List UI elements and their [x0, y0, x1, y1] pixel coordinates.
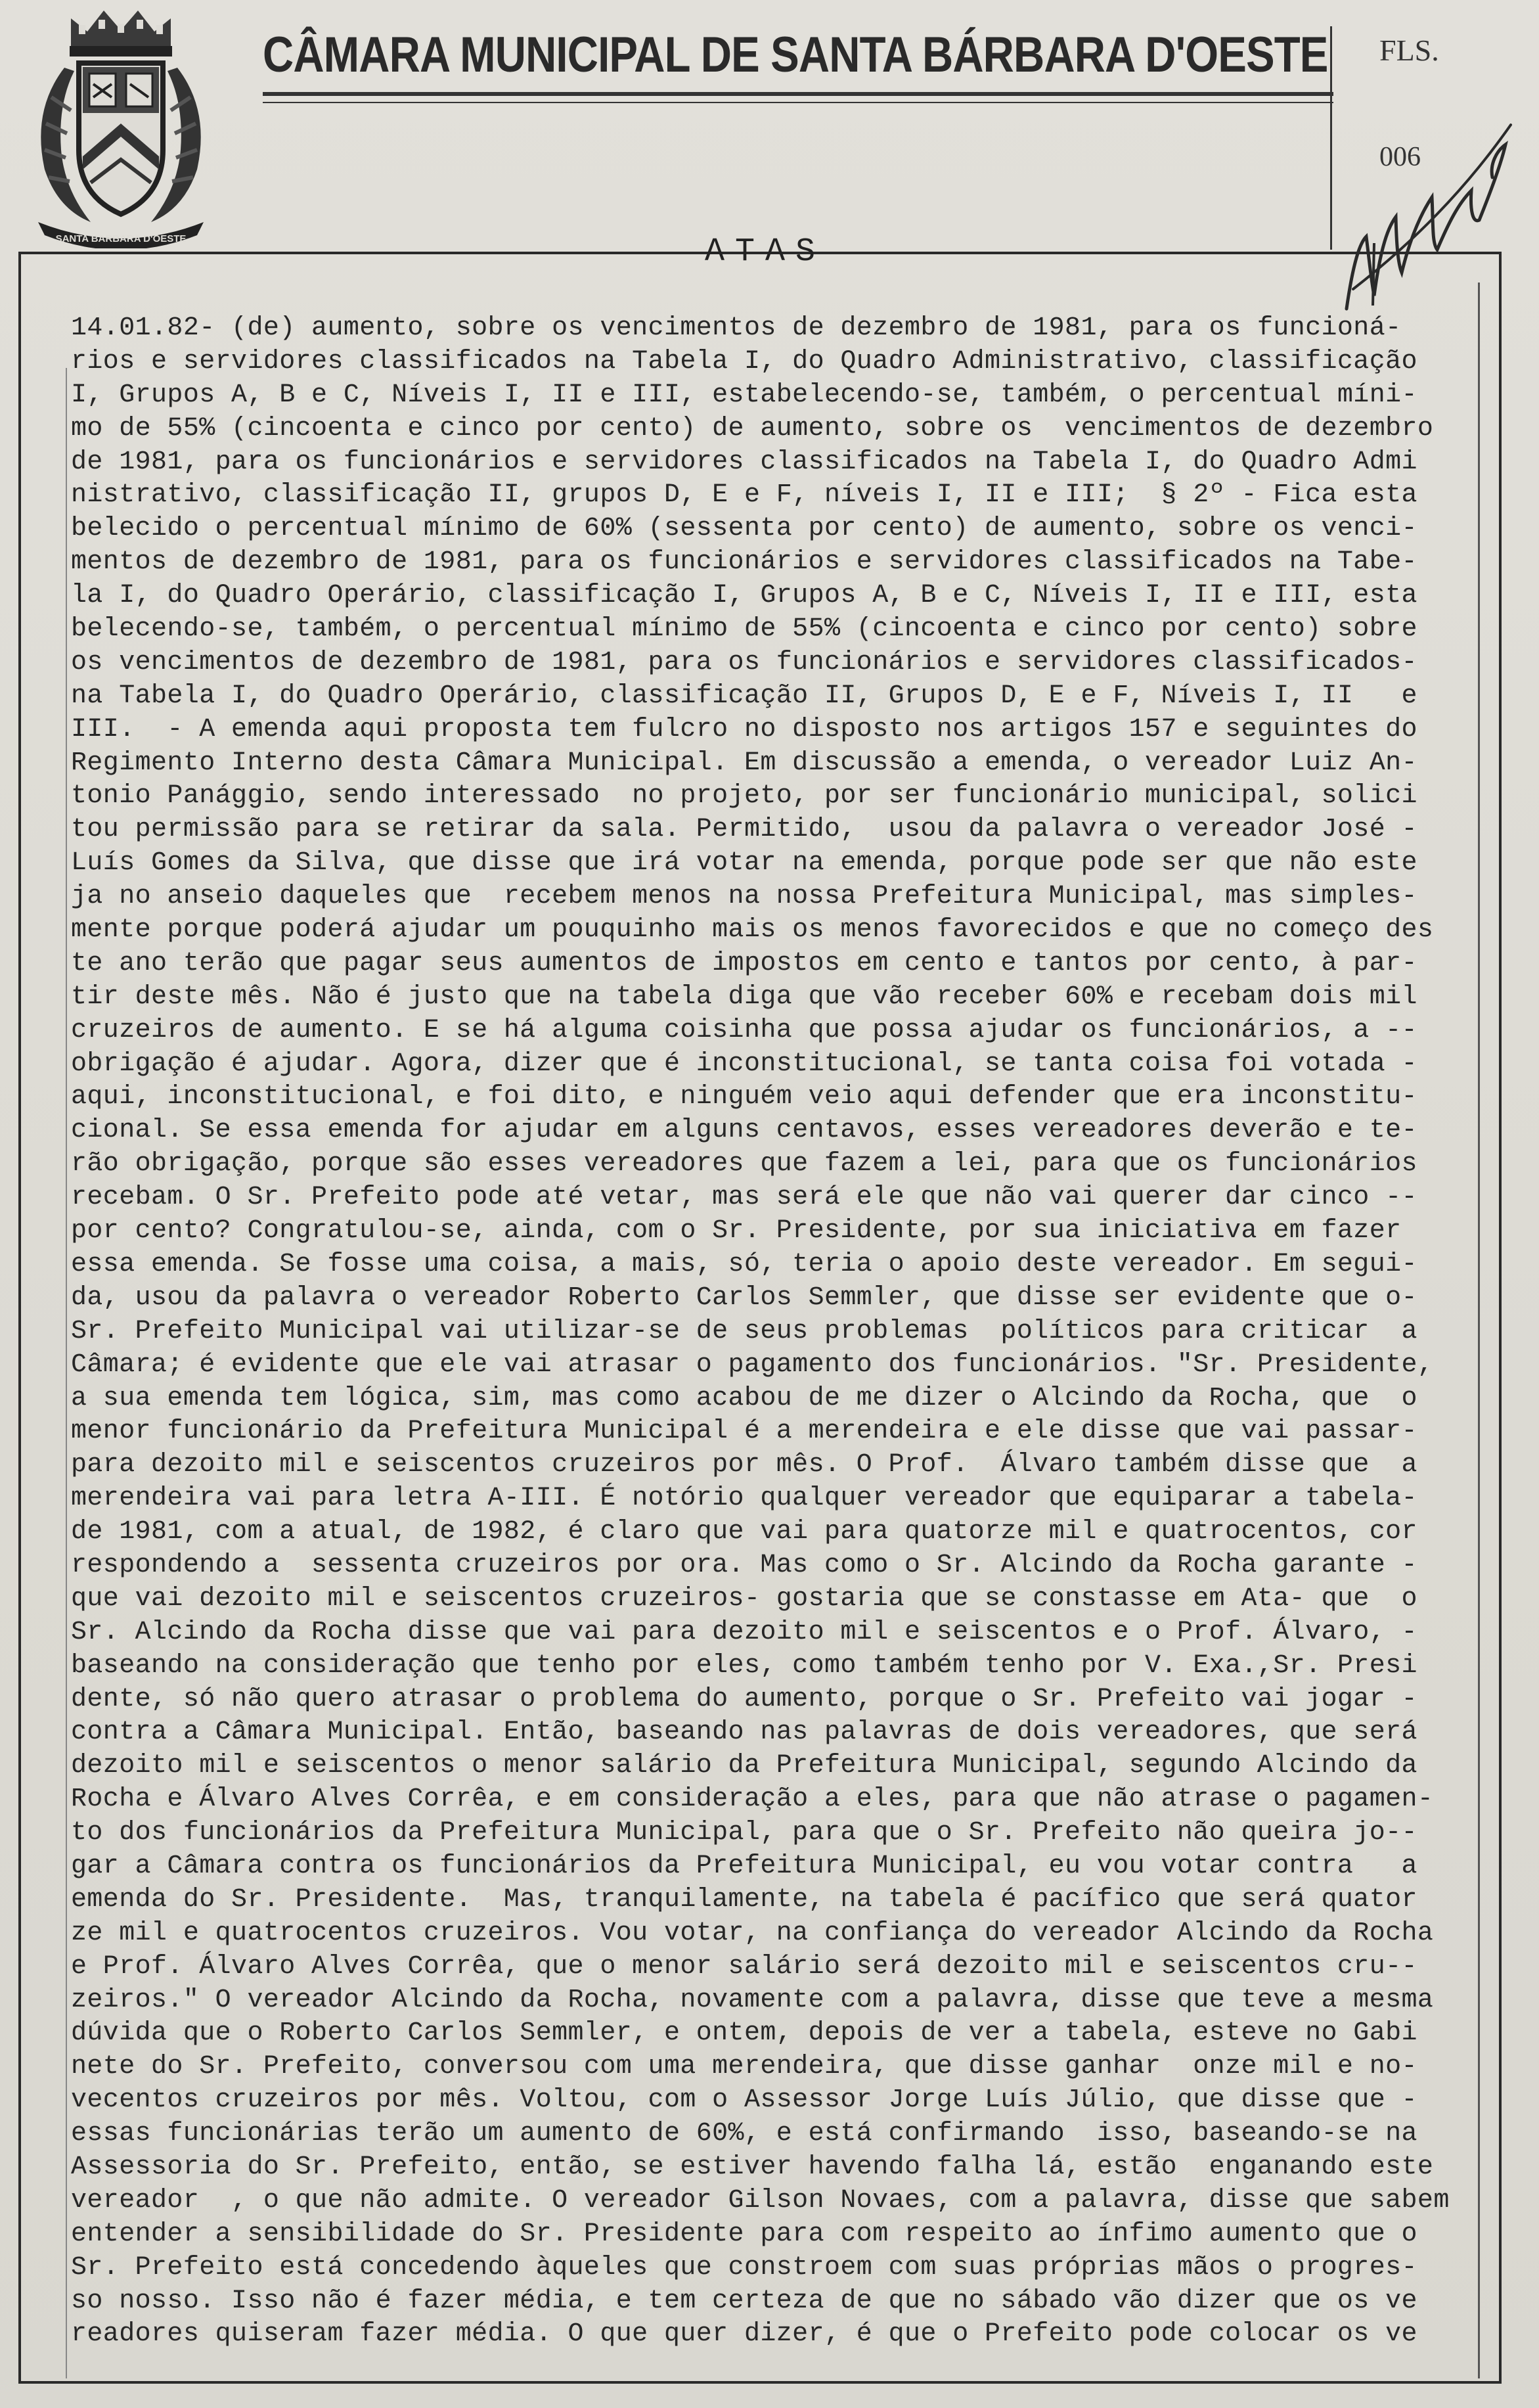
text-line: nete do Sr. Prefeito, conversou com uma merendeira, que disse ganhar onze mil e no-	[71, 2052, 1417, 2082]
text-line: Luís Gomes da Silva, que disse que irá votar na emenda, porque pode ser que não este	[71, 848, 1417, 878]
text-line: Câmara; é evidente que ele vai atrasar o pagamento dos funcionários. "Sr. Presidente,	[71, 1350, 1434, 1380]
folio-number: 006	[1379, 142, 1421, 172]
text-line: essas funcionárias terão um aumento de 60%, e está confirmando isso, baseando-se na	[71, 2119, 1417, 2149]
text-line: entender a sensibilidade do Sr. Presidente para com respeito ao ínfimo aumento que o	[71, 2219, 1417, 2249]
text-line: de 1981, com a atual, de 1982, é claro que vai para quatorze mil e quatrocentos, cor	[71, 1517, 1417, 1547]
text-line: dúvida que o Roberto Carlos Semmler, e ontem, depois de ver a tabela, esteve no Gabi	[71, 2018, 1417, 2049]
text-line: nistrativo, classificação II, grupos D, E e F, níveis I, II e III; § 2º - Fica esta	[71, 480, 1417, 511]
text-line: to dos funcionários da Prefeitura Municipal, para que o Sr. Prefeito não queira jo--	[71, 1818, 1417, 1848]
text-line: readores quiseram fazer média. O que quer dizer, é que o Prefeito pode colocar os ve	[71, 2319, 1417, 2350]
fls-label: FLS.	[1379, 34, 1439, 67]
text-line: e Prof. Álvaro Alves Corrêa, que o menor salário será dezoito mil e seiscentos cru--	[71, 1951, 1417, 1982]
text-line: Rocha e Álvaro Alves Corrêa, e em consideração a eles, para que não atrase o pagamen-	[71, 1784, 1434, 1815]
section-rule-right	[874, 252, 1502, 254]
text-line: respondendo a sessenta cruzeiros por ora. Mas como o Sr. Alcindo da Rocha garante -	[71, 1550, 1417, 1580]
text-line: dezoito mil e seiscentos o menor salário da Prefeitura Municipal, segundo Alcindo da	[71, 1751, 1417, 1781]
text-line: gar a Câmara contra os funcionários da Prefeitura Municipal, eu vou votar contra a	[71, 1851, 1417, 1881]
text-line: os vencimentos de dezembro de 1981, para os funcionários e servidores classificados-	[71, 647, 1417, 677]
text-line: obrigação é ajudar. Agora, dizer que é inconstitucional, se tanta coisa foi votada -	[71, 1049, 1417, 1079]
page-title: CÂMARA MUNICIPAL DE SANTA BÁRBARA D'OESTE	[263, 27, 1328, 83]
text-line: dente, só não quero atrasar o problema do aumento, porque o Sr. Prefeito vai jogar -	[71, 1684, 1417, 1714]
text-line: cional. Se essa emenda for ajudar em alguns centavos, esses vereadores deverão e te-	[71, 1116, 1417, 1146]
section-rule-left	[18, 252, 657, 254]
text-line: essa emenda. Se fosse uma coisa, a mais, só, teria o apoio deste vereador. Em segui-	[71, 1249, 1417, 1279]
text-line: so nosso. Isso não é fazer média, e tem certeza de que no sábado vão dizer que os ve	[71, 2286, 1417, 2316]
inner-border-left	[66, 368, 67, 2378]
text-line: vereador , o que não admite. O vereador Gilson Novaes, com a palavra, disse que sabem	[71, 2185, 1450, 2215]
text-line: baseando na consideração que tenho por eles, como também tenho por V. Exa.,Sr. Presi	[71, 1650, 1417, 1681]
text-line: de 1981, para os funcionários e servidores classificados na Tabela I, do Quadro Admi	[71, 447, 1417, 477]
text-line: I, Grupos A, B e C, Níveis I, II e III, estabelecendo-se, também, o percentual míni-	[71, 380, 1417, 410]
text-line: rão obrigação, porque são esses vereadores que fazem a lei, para que os funcionários	[71, 1149, 1417, 1179]
text-line: para dezoito mil e seiscentos cruzeiros por mês. O Prof. Álvaro também disse que a	[71, 1450, 1417, 1480]
text-line: menor funcionário da Prefeitura Municipal é a merendeira e ele disse que vai passar-	[71, 1417, 1417, 1447]
text-line: Assessoria do Sr. Prefeito, então, se estiver havendo falha lá, estão enganando este	[71, 2152, 1434, 2182]
text-line: cruzeiros de aumento. E se há alguma coisinha que possa ajudar os funcionários, a --	[71, 1015, 1417, 1045]
text-line: mentos de dezembro de 1981, para os funcionários e servidores classificados na Tabe-	[71, 547, 1417, 578]
text-line: tonio Panággio, sendo interessado no projeto, por ser funcionário municipal, solici	[71, 781, 1417, 811]
svg-text:SANTA BARBARA D'OESTE: SANTA BARBARA D'OESTE	[55, 233, 187, 244]
text-line: zeiros." O vereador Alcindo da Rocha, novamente com a palavra, disse que teve a mesma	[71, 1985, 1434, 2015]
text-line: Regimento Interno desta Câmara Municipal. Em discussão a emenda, o vereador Luiz An-	[71, 748, 1417, 778]
text-line: recebam. O Sr. Prefeito pode até vetar, mas será ele que não vai querer dar cinco --	[71, 1183, 1417, 1213]
text-line: Sr. Prefeito está concedendo àqueles que constroem com suas próprias mãos o progres-	[71, 2252, 1417, 2283]
text-line: que vai dezoito mil e seiscentos cruzeiros- gostaria que se constasse em Ata- que o	[71, 1583, 1417, 1614]
text-line: tir deste mês. Não é justo que na tabela diga que vão receber 60% e recebam dois mil	[71, 982, 1417, 1012]
text-line: 14.01.82- (de) aumento, sobre os vencimentos de dezembro de 1981, para os funcioná-	[71, 313, 1402, 343]
text-line: te ano terão que pagar seus aumentos de impostos em cento e tantos por cento, à par-	[71, 948, 1417, 978]
text-line: belecendo-se, também, o percentual mínimo de 55% (cincoenta e cinco por cento) sobre	[71, 614, 1417, 645]
minutes-text	[71, 312, 1483, 2351]
text-line: na Tabela I, do Quadro Operário, classificação II, Grupos D, E e F, Níveis I, II e	[71, 681, 1417, 711]
text-line: III. - A emenda aqui proposta tem fulcro no disposto nos artigos 157 e seguintes do	[71, 714, 1417, 744]
margin-divider	[1330, 26, 1332, 250]
text-line: mente porque poderá ajudar um pouquinho mais os menos favorecidos e que no começo des	[71, 915, 1434, 945]
text-line: belecido o percentual mínimo de 60% (sessenta por cento) de aumento, sobre os venci-	[71, 514, 1417, 544]
text-line: por cento? Congratulou-se, ainda, com o Sr. Presidente, por sua iniciativa em fazer	[71, 1216, 1402, 1246]
text-line: la I, do Quadro Operário, classificação I, Grupos A, B e C, Níveis I, II e III, esta	[71, 581, 1417, 611]
text-line: Sr. Prefeito Municipal vai utilizar-se de seus problemas políticos para criticar a	[71, 1316, 1417, 1346]
header-rule-thin	[263, 102, 1333, 103]
text-line: ze mil e quatrocentos cruzeiros. Vou votar, na confiança do vereador Alcindo da Rocha	[71, 1918, 1434, 1948]
text-line: aqui, inconstitucional, e foi dito, e ninguém veio aqui defender que era inconstitu-	[71, 1082, 1417, 1112]
text-line: merendeira vai para letra A-III. É notório qualquer vereador que equiparar a tabela-	[71, 1484, 1417, 1514]
section-title: ATAS	[704, 233, 826, 271]
text-line: vecentos cruzeiros por mês. Voltou, com o Assessor Jorge Luís Júlio, que disse que -	[71, 2085, 1417, 2116]
text-line: Sr. Alcindo da Rocha disse que vai para dezoito mil e seiscentos e o Prof. Álvaro, -	[71, 1617, 1417, 1647]
text-line: tou permissão para se retirar da sala. Permitido, usou da palavra o vereador José -	[71, 815, 1417, 845]
text-line: da, usou da palavra o vereador Roberto Carlos Semmler, que disse ser evidente que o-	[71, 1283, 1417, 1313]
header-rule	[263, 92, 1333, 96]
coat-of-arms-icon	[25, 5, 217, 248]
text-line: emenda do Sr. Presidente. Mas, tranquilamente, na tabela é pacífico que será quator	[71, 1884, 1417, 1915]
text-line: rios e servidores classificados na Tabela I, do Quadro Administrativo, classificação	[71, 346, 1417, 376]
text-line: ja no anseio daqueles que recebem menos na nossa Prefeitura Municipal, mas simples-	[71, 882, 1417, 912]
text-line: mo de 55% (cincoenta e cinco por cento) de aumento, sobre os vencimentos de dezembro	[71, 413, 1434, 443]
text-line: contra a Câmara Municipal. Então, baseando nas palavras de dois vereadores, que será	[71, 1717, 1417, 1748]
text-line: a sua emenda tem lógica, sim, mas como acabou de me dizer o Alcindo da Rocha, que o	[71, 1383, 1417, 1413]
